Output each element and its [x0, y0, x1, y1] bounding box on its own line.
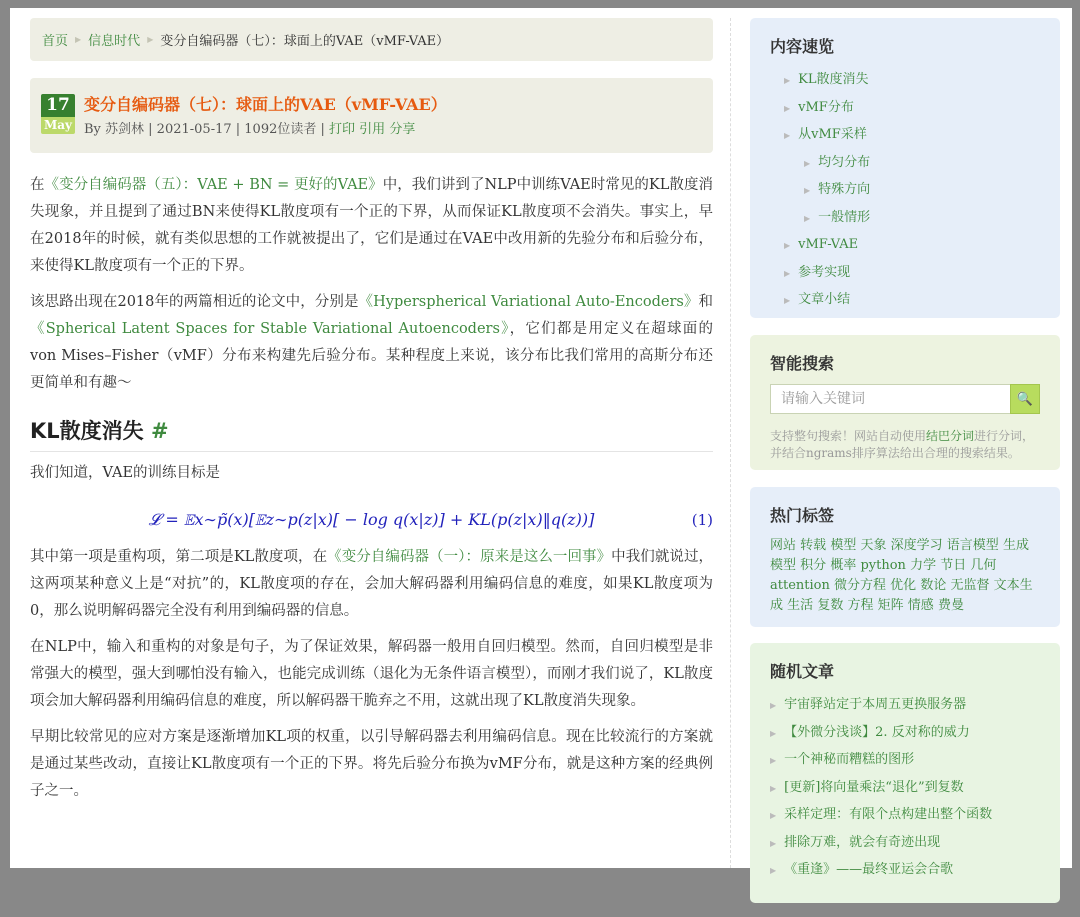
toc-item[interactable] — [770, 287, 1040, 315]
random-link[interactable]: [更新]将向量乘法“退化”到复数 — [784, 779, 964, 795]
text: 中，我们讲到了NLP中训练VAE时常见的KL散度消失现象，并且提到了通过BN来使得KL散度项有一个正的下界，从而保证KL散度项不会消失。事实上，早在2018年的时候，就有类似思想的工作就被提出了，它们是通过在VAE中改用新的先验分布和后验分布，来使得KL散度项有一个正的下界。 — [30, 177, 714, 274]
cite-link[interactable]: 引用 — [359, 122, 386, 137]
column-divider — [730, 18, 731, 868]
tag-link[interactable]: 数论 — [920, 578, 947, 593]
toc-link[interactable]: 参考实现 — [798, 264, 851, 280]
search-input[interactable] — [770, 384, 1010, 414]
triangle-icon: ▶ — [784, 103, 791, 113]
toc-subitem[interactable] — [770, 177, 1040, 205]
toc-link[interactable]: vMF-VAE — [798, 237, 859, 252]
random-link[interactable]: 【外微分浅谈】2. 反对称的威力 — [784, 724, 970, 740]
breadcrumb — [30, 18, 713, 61]
tag-link[interactable]: 语言模型 — [946, 538, 999, 553]
search-button[interactable] — [1010, 384, 1040, 414]
text: ，它们都是用定义在超球面的von Mises–Fisher（vMF）分布来构建先后验分布。某种程度上来说，该分布比我们常用的高斯分布还更简单和有趣～ — [30, 321, 714, 391]
paragraph — [30, 544, 713, 625]
toc-link[interactable]: 均匀分布 — [818, 154, 871, 170]
toc-list — [770, 67, 1040, 315]
post-day: 17 — [41, 94, 75, 117]
search-icon: 🔍 — [1016, 391, 1034, 406]
text: 中我们就说过，这两项某种意义上是“对抗”的，KL散度项的存在，会加大解码器利用编码信息的难度，如果KL散度项为0，那么说明解码器完全没有利用到编码器的信息。 — [30, 549, 714, 619]
post-header — [30, 78, 713, 153]
toc-item[interactable] — [770, 260, 1040, 288]
toc-item[interactable] — [770, 232, 1040, 260]
tag-link[interactable]: 力学 — [910, 558, 937, 573]
triangle-icon: ▶ — [784, 131, 791, 140]
tag-link[interactable]: attention — [770, 578, 830, 593]
triangle-icon: ▶ — [784, 76, 791, 85]
random-link[interactable]: 宇宙驿站定于本周五更换服务器 — [784, 697, 967, 712]
random-title: 随机文章 — [770, 662, 835, 681]
tag-link[interactable]: 积分 — [800, 558, 827, 573]
triangle-icon: ▶ — [804, 186, 811, 195]
tag-link[interactable]: 生活 — [787, 598, 814, 613]
tags-box — [750, 487, 1060, 627]
article-link-vae1[interactable]: 《变分自编码器（一）：原来是这么一回事》 — [327, 549, 612, 565]
text: 和 — [698, 294, 713, 310]
equation-body: 𝓛 = 𝔼x∼p̃(x)[𝔼z∼p(z|x)[ − log q(x|z)] + KL(p(z|x)‖q(z))] — [148, 510, 595, 529]
random-item[interactable] — [770, 747, 1040, 775]
tag-link[interactable]: 模型 — [830, 538, 857, 553]
random-link[interactable]: 采样定理：有限个点构建出整个函数 — [784, 807, 993, 822]
breadcrumb-category-link[interactable]: 信息时代 — [88, 34, 141, 49]
paper-link-spherical-latent[interactable]: 《Spherical Latent Spaces for Stable Variational Autoencoders》 — [30, 321, 510, 337]
triangle-icon: ▶ — [770, 783, 777, 793]
random-posts-box — [750, 643, 1060, 903]
main-column — [30, 18, 713, 814]
tag-link[interactable]: 微分方程 — [834, 578, 887, 593]
triangle-icon: ▶ — [770, 728, 777, 738]
section-heading — [30, 406, 713, 452]
post-date — [41, 94, 75, 153]
toc-link[interactable]: vMF分布 — [798, 99, 854, 115]
search-form — [770, 384, 1040, 414]
text: 支持整句搜索！网站自动使用 — [770, 429, 927, 443]
article-link-vae5[interactable]: 《变分自编码器（五）：VAE + BN = 更好的VAE》 — [44, 177, 383, 193]
triangle-icon: ▶ — [770, 866, 777, 875]
text: 该思路出现在2018年的两篇相近的论文中，分别是 — [30, 294, 359, 310]
equation — [30, 496, 713, 544]
tag-link[interactable]: 转载 — [800, 538, 827, 553]
toc-item[interactable] — [770, 67, 1040, 95]
article-content — [30, 172, 713, 805]
equation-number: (1) — [691, 511, 713, 529]
tag-link[interactable]: 概率 — [830, 558, 857, 573]
tag-link[interactable]: 矩阵 — [877, 598, 904, 613]
paragraph — [30, 172, 713, 280]
random-link[interactable]: 排除万难，就会有奇迹出现 — [784, 834, 941, 850]
paragraph: 早期比较常见的应对方案是逐渐增加KL项的权重，以引导解码器去利用编码信息。现在比较流行的方案就是通过某些改动，直接让KL散度项有一个正的下界。将先后验分布换为vMF分布，就是这种方案的经典例子之一。 — [30, 729, 713, 799]
random-list — [770, 692, 1040, 885]
toc-link[interactable]: KL散度消失 — [798, 72, 869, 87]
toc-title: 内容速览 — [770, 37, 835, 56]
toc-item[interactable] — [770, 122, 1040, 150]
tags-title: 热门标签 — [770, 506, 835, 525]
toc-link[interactable]: 特殊方向 — [818, 182, 871, 197]
triangle-icon: ▶ — [784, 268, 791, 278]
paragraph: 在NLP中，输入和重构的对象是句子，为了保证效果，解码器一般用自回归模型。然而，自回归模型是非常强大的模型，强大到哪怕没有输入，也能完成训练（退化为无条件语言模型），而刚才我们说了，KL散度项会加大解码器利用编码信息的难度，所以解码器干脆弃之不用，这就出现了KL散度消失现象。 — [30, 639, 713, 709]
tag-link[interactable]: 费曼 — [937, 598, 964, 613]
tag-link[interactable]: 节日 — [940, 558, 967, 573]
triangle-icon: ▶ — [784, 241, 791, 250]
page-frame — [10, 8, 1072, 877]
tag-link[interactable]: 优化 — [890, 578, 917, 593]
sidebar — [750, 18, 1060, 917]
triangle-icon: ▶ — [804, 158, 811, 168]
search-hint — [770, 428, 1040, 462]
paragraph: 我们知道，VAE的训练目标是 — [30, 465, 221, 481]
heading-anchor-link[interactable]: # — [150, 419, 169, 443]
triangle-icon: ▶ — [784, 296, 791, 305]
toc-link[interactable]: 一般情形 — [818, 209, 871, 225]
random-item[interactable] — [770, 775, 1040, 803]
tag-link[interactable]: 复数 — [817, 598, 844, 613]
tag-cloud — [770, 536, 1040, 616]
toc-box — [750, 18, 1060, 318]
tag-link[interactable]: 深度学习 — [890, 538, 943, 553]
tag-link[interactable]: 网站 — [770, 538, 797, 553]
jieba-link[interactable]: 结巴分词 — [926, 429, 975, 443]
triangle-icon: ▶ — [804, 213, 811, 223]
breadcrumb-current: 变分自编码器（七）：球面上的VAE（vMF-VAE） — [160, 34, 450, 49]
triangle-icon: ▶ — [770, 811, 777, 820]
random-item[interactable] — [770, 857, 1040, 885]
post-title[interactable]: 变分自编码器（七）：球面上的VAE（vMF-VAE） — [84, 95, 447, 114]
tag-link[interactable]: 文本生成 — [770, 578, 1033, 613]
random-item[interactable] — [770, 720, 1040, 748]
tag-link[interactable]: python — [860, 558, 906, 573]
search-box — [750, 335, 1060, 470]
breadcrumb-home-link[interactable]: 首页 — [42, 34, 69, 49]
post-meta — [84, 118, 447, 137]
random-item[interactable] — [770, 830, 1040, 858]
random-item[interactable] — [770, 692, 1040, 720]
post-meta-text: By 苏剑林 | 2021-05-17 | 1092位读者 | — [84, 122, 330, 137]
tag-link[interactable]: 几何 — [970, 558, 997, 573]
post-month: May — [41, 117, 75, 134]
tag-link[interactable]: 方程 — [847, 598, 874, 613]
triangle-icon: ▶ — [770, 756, 777, 765]
random-item[interactable] — [770, 802, 1040, 830]
paragraph — [30, 289, 713, 397]
toc-subitem[interactable] — [770, 205, 1040, 233]
tag-link[interactable]: 情感 — [907, 598, 934, 613]
toc-link[interactable]: 从vMF采样 — [798, 127, 867, 142]
share-link[interactable]: 分享 — [389, 122, 416, 137]
breadcrumb-arrow-icon: ▶ — [147, 35, 154, 44]
tag-link[interactable]: 天象 — [860, 538, 887, 553]
random-link[interactable]: 一个神秘而糟糕的图形 — [784, 752, 915, 767]
toc-item[interactable] — [770, 95, 1040, 123]
tag-link[interactable]: 无监督 — [950, 578, 990, 593]
toc-link[interactable]: 文章小结 — [798, 292, 851, 307]
text: 在 — [30, 177, 45, 193]
tag-link[interactable]: 生成模型 — [770, 538, 1029, 573]
print-link[interactable]: 打印 — [329, 122, 356, 137]
text: 进行分词，并结合ngrams排序算法给出合理的搜索结果。 — [770, 429, 1035, 460]
heading-text: KL散度消失 — [30, 419, 144, 443]
random-link[interactable]: 《重逢》——最终亚运会合歌 — [784, 862, 954, 877]
toc-subitem[interactable] — [770, 150, 1040, 178]
triangle-icon: ▶ — [770, 701, 777, 710]
triangle-icon: ▶ — [770, 838, 777, 848]
paper-link-hyperspherical[interactable]: 《Hyperspherical Variational Auto-Encoders》 — [358, 294, 699, 310]
breadcrumb-arrow-icon: ▶ — [75, 35, 82, 44]
search-title: 智能搜索 — [770, 354, 835, 373]
text: 其中第一项是重构项，第二项是KL散度项，在 — [30, 549, 328, 565]
